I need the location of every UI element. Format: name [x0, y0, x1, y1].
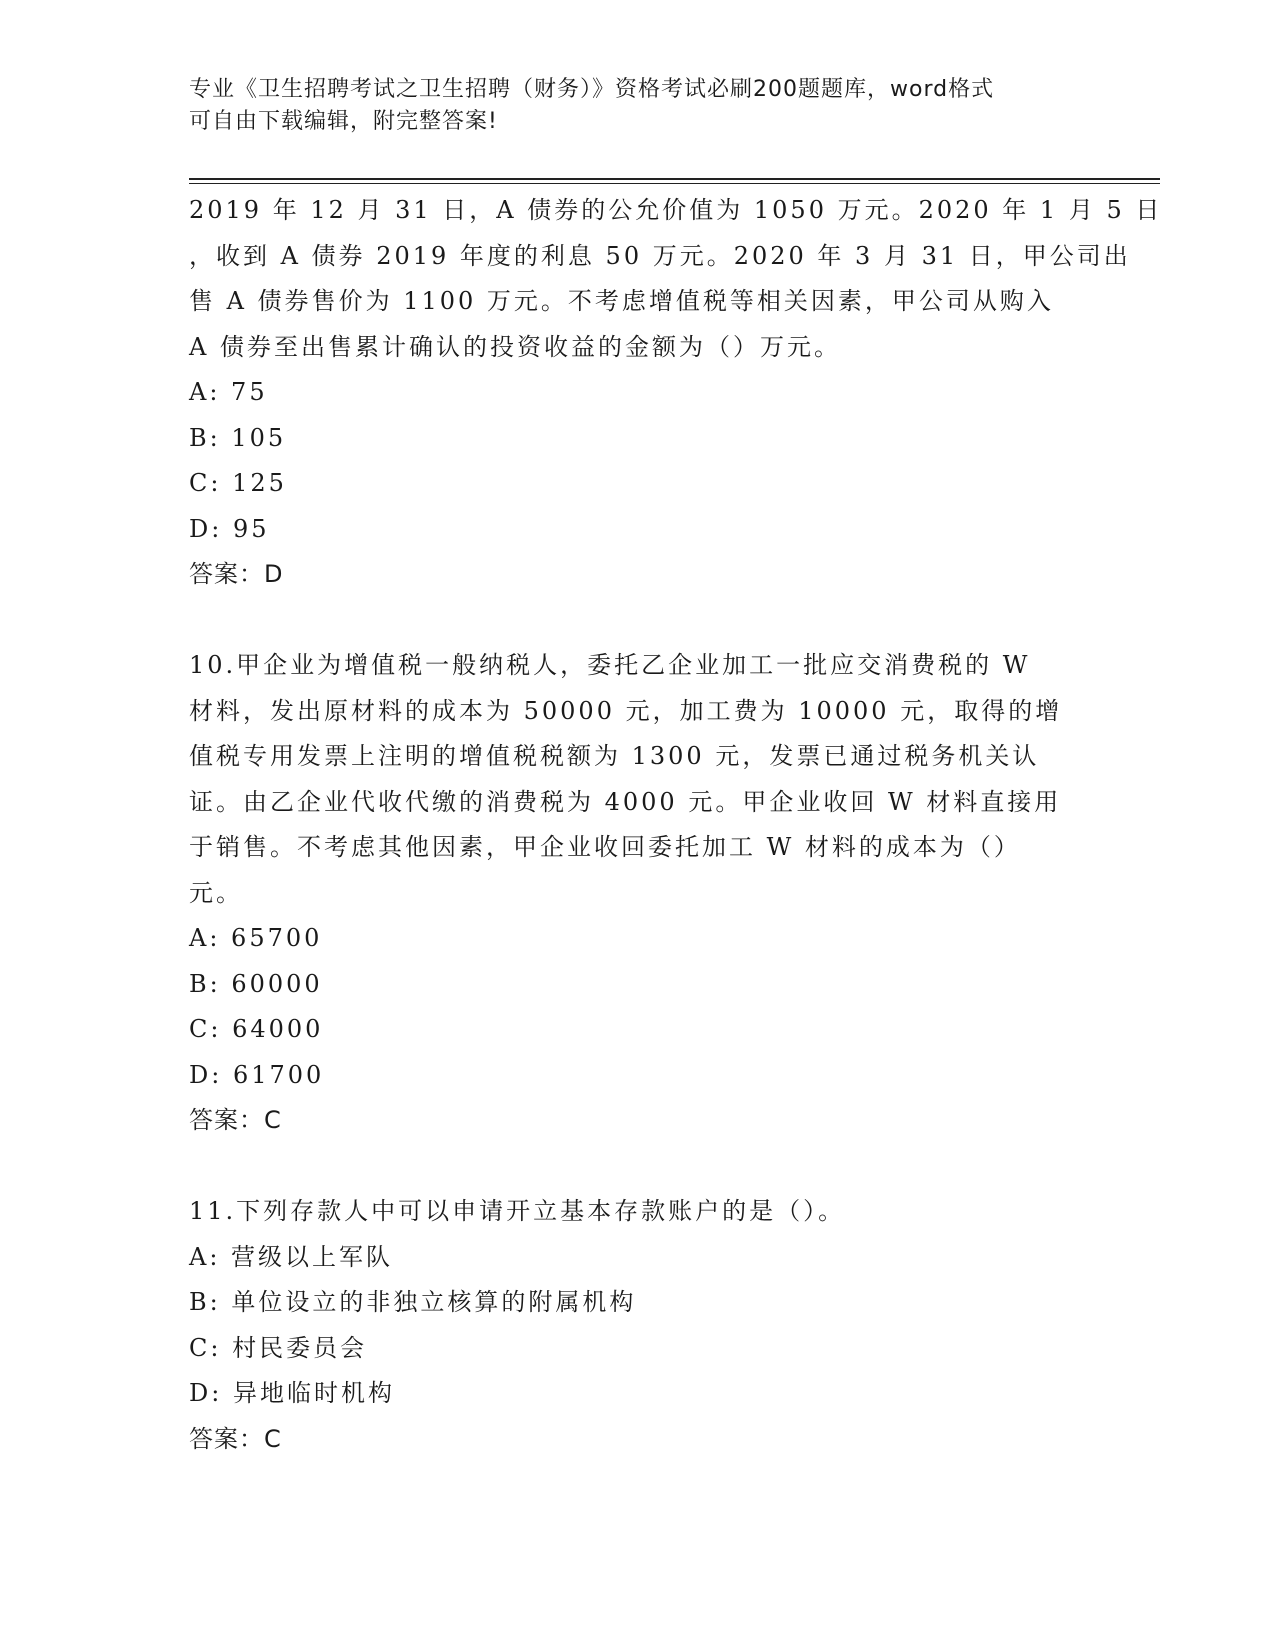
question-block-11 — [189, 1189, 1109, 1462]
option-c: C: 125 — [189, 469, 287, 497]
question-text-line: 2019 年 12 月 31 日，A 债券的公允价值为 1050 万元。2020 年 1 月 5 日 — [189, 196, 1163, 224]
header-title-line-2: 可自由下载编辑，附完整答案! — [189, 109, 498, 134]
option-a: A: 75 — [189, 378, 268, 406]
answer-line: 答案：D — [189, 560, 284, 588]
question-text-line: 11.下列存款人中可以申请开立基本存款账户的是（）。 — [189, 1197, 846, 1225]
option-b: B: 60000 — [189, 969, 323, 998]
option-c: C: 64000 — [189, 1015, 324, 1043]
option-d: D: 61700 — [189, 1060, 325, 1089]
question-text-line: A 债券至出售累计确认的投资收益的金额为（）万元。 — [189, 332, 841, 361]
question-text-line: 证。由乙企业代收代缴的消费税为 4000 元。甲企业收回 W 材料直接用 — [189, 787, 1062, 816]
document-header — [189, 74, 1089, 138]
question-text-line: 材料，发出原材料的成本为 50000 元，加工费为 10000 元，取得的增 — [189, 696, 1063, 725]
answer-line: 答案：C — [189, 1424, 282, 1453]
question-block-9 — [189, 188, 1163, 598]
option-a: A: 65700 — [189, 924, 323, 952]
header-divider-thin — [189, 183, 1160, 184]
option-d: D: 异地临时机构 — [189, 1379, 395, 1407]
option-d: D: 95 — [189, 514, 270, 543]
question-list — [189, 188, 1163, 1462]
answer-line: 答案：C — [189, 1106, 282, 1134]
header-title-line-1: 专业《卫生招聘考试之卫生招聘（财务）》资格考试必刷200题题库，word格式 — [189, 77, 995, 102]
option-b: B: 105 — [189, 423, 287, 452]
option-c: C: 村民委员会 — [189, 1333, 368, 1362]
spacer — [189, 1144, 1109, 1190]
spacer — [189, 598, 1109, 644]
header-divider-thick — [189, 178, 1160, 180]
question-text-line: ，收到 A 债券 2019 年度的利息 50 万元。2020 年 3 月 31 日，甲公司出 — [189, 241, 1131, 270]
question-text-line: 值税专用发票上注明的增值税税额为 1300 元，发票已通过税务机关认 — [189, 742, 1040, 770]
question-text-line: 售 A 债券售价为 1100 万元。不考虑增值税等相关因素，甲公司从购入 — [189, 287, 1054, 315]
option-a: A: 营级以上军队 — [189, 1242, 394, 1271]
option-b: B: 单位设立的非独立核算的附属机构 — [189, 1288, 637, 1316]
question-text-line: 于销售。不考虑其他因素，甲企业收回委托加工 W 材料的成本为（） — [189, 833, 1021, 861]
question-text-line: 元。 — [189, 878, 243, 907]
question-text-line: 10.甲企业为增值税一般纳税人，委托乙企业加工一批应交消费税的 W — [189, 651, 1031, 679]
question-block-10 — [189, 643, 1109, 1144]
